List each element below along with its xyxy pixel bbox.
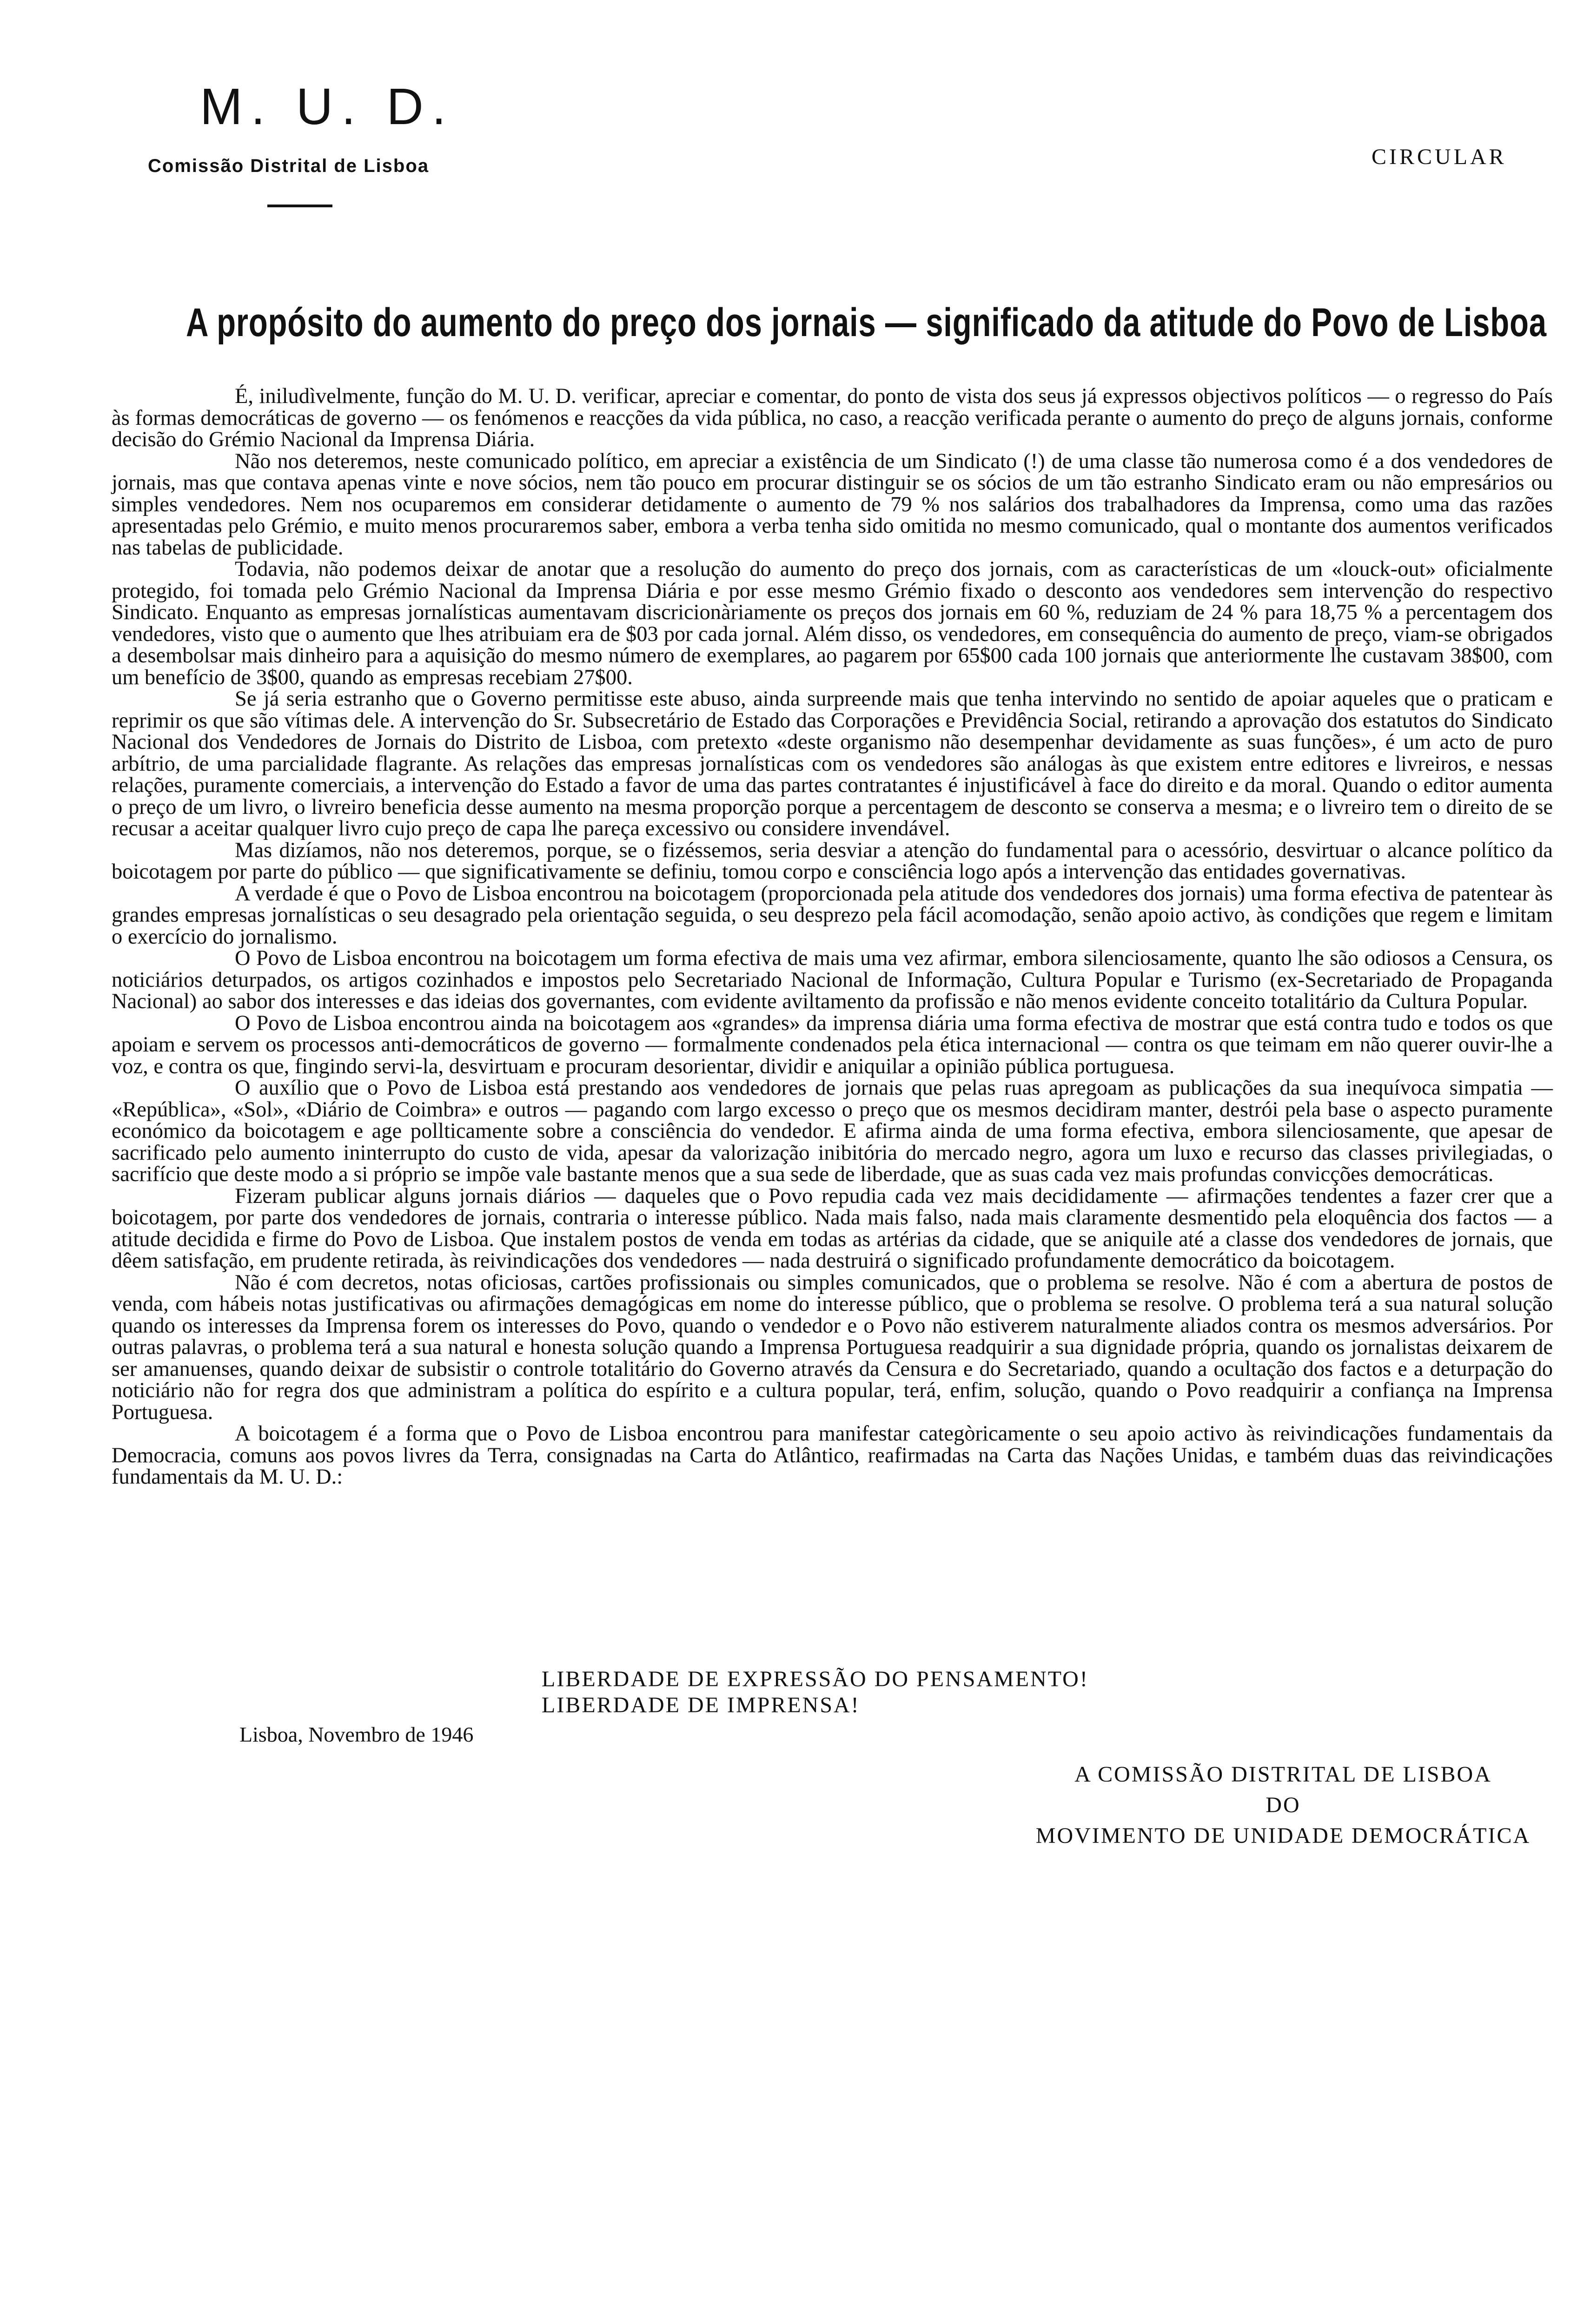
signature-line: MOVIMENTO DE UNIDADE DEMOCRÁTICA [1035,1823,1531,1848]
header-divider [267,205,332,207]
paragraph: Fizeram publicar alguns jornais diários — daqueles que o Povo repudia cada vez mais decididamente — afirmações tendentes a fazer crer que a boicotagem, por parte dos vendedores de jornais, contraria o interesse público. Nada mais falso, nada mais claramente desmentido pela eloquência dos factos — a atitude decidida e firme do Povo de Lisboa. Que instalem postos de venda em todas as artérias da cidade, que se aniquile até a classe dos vendedores de jornais, que dêem satisfação, em prudente retirada, às reivindicações dos vendedores — nada destruirá o significado profundamente democrático da boicotagem. [112,1184,1553,1273]
paragraph: O Povo de Lisboa encontrou na boicotagem um forma efectiva de mais uma vez afirmar, embora silenciosamente, quanto lhe são odiosos a Censura, os noticiários deturpados, os artigos cozinhados e impostos pelo Secretariado Nacional de Informação, Cultura Popular e Turismo (ex-Secretariado de Propaganda Nacional) ao sabor dos interesses e das ideias dos governantes, com evidente aviltamento da profissão e não menos evidente conceito totalitário da Cultura Popular. [112,946,1553,1013]
slogan: LIBERDADE DE IMPRENSA! [542,1693,860,1717]
place-date: Lisboa, Novembro de 1946 [239,1723,474,1746]
signature-line: DO [1266,1793,1301,1817]
paragraph: O Povo de Lisboa encontrou ainda na boicotagem aos «grandes» da imprensa diária uma forma efectiva de mostrar que está contra tudo e todos os que apoiam e servem os processos anti-democráticos de governo — formalmente condenados pela ética internacional — contra os que teimam em não querer ouvir-lhe a voz, e contra os que, fingindo servi-la, desvirtuam e procuram desorientar, dividir e aniquilar a opinião pública portuguesa. [112,1011,1553,1078]
paragraph: Todavia, não podemos deixar de anotar que a resolução do aumento do preço dos jornais, com as características de um «louck-out» oficialmente protegido, foi tomada pelo Grémio Nacional da Imprensa Diária e por esse mesmo Grémio fixado o desconto aos vendedores sem intervenção do respectivo Sindicato. Enquanto as empresas jornalísticas aumentavam discricionàriamente os preços dos jornais em 60 %, reduziam de 24 % para 18,75 % a percentagem dos vendedores, visto que o aumento que lhes atribuiam era de $03 por cada jornal. Além disso, os vendedores, em consequência do aumento de preço, viam-se obrigados a desembolsar mais dinheiro para a aquisição do mesmo número de exemplares, ao pagarem por 65$00 cada 100 jornais que anteriormente lhe custavam 38$00, com um benefício de 3$00, quando as empresas recebiam 27$00. [112,557,1553,689]
slogans [542,1666,1089,1718]
paragraph: Não nos deteremos, neste comunicado político, em apreciar a existência de um Sindicato (!) de uma classe tão numerosa como é a dos vendedores de jornais, mas que contava apenas vinte e nove sócios, nem tão pouco em procurar distinguir se os sócios de um tão estranho Sindicato eram ou não empresários ou simples vendedores. Nem nos ocuparemos em considerar detidamente o aumento de 79 % nos salários dos trabalhadores da Imprensa, como uma das razões apresentadas pelo Grémio, e muito menos procuraremos saber, embora a verba tenha sido omitida no mesmo comunicado, qual o montante dos aumentos verificados nas tabelas de publicidade. [112,449,1553,560]
signature-line: A COMISSÃO DISTRITAL DE LISBOA [1074,1762,1492,1787]
paragraph: Se já seria estranho que o Governo permitisse este abuso, ainda surpreende mais que tenha intervindo no sentido de apoiar aqueles que o praticam e reprimir os que são vítimas dele. A intervenção do Sr. Subsecretário de Estado das Corporações e Previdência Social, retirando a aprovação dos estatutos do Sindicato Nacional dos Vendedores de Jornais do Distrito de Lisboa, com pretexto «deste organismo não desempenhar devidamente as suas funções», é um acto de puro arbítrio, de uma parcialidade flagrante. As relações das empresas jornalísticas com os vendedores são análogas às que existem entre editores e livreiros, e nessas relações, puramente comerciais, a intervenção do Estado a favor de uma das partes contratantes é injustificável à face do direito e da moral. Quando o editor aumenta o preço de um livro, o livreiro beneficia desse aumento na mesma proporção porque a percentagem de desconto se conserva a mesma; e o livreiro tem o direito de se recusar a aceitar qualquer livro cujo preço de capa lhe pareça excessivo ou considere invendável. [112,687,1553,840]
headline: A propósito do aumento do preço dos jornais — significado da atitude do Povo de Lisboa [186,300,1547,345]
body-text [112,386,1553,1488]
paragraph: Mas dizíamos, não nos deteremos, porque, se o fizéssemos, seria desviar a atenção do fundamental para o acessório, desvirtuar o alcance político da boicotagem por parte do público — que significativamente se definiu, tomou corpo e consciência logo após a intervenção das entidades governativas. [112,838,1553,884]
document-type-label: CIRCULAR [1372,145,1507,169]
signature-block [1011,1759,1555,1851]
paragraph: O auxílio que o Povo de Lisboa está prestando aos vendedores de jornais que pelas ruas apregoam as publicações da sua inequívoca simpatia — «República», «Sol», «Diário de Coimbra» e outros — pagando com largo excesso o preço que os mesmos decidiram manter, destrói pela base o aspecto puramente económico da boicotagem e age pollticamente sobre a consciência do vendedor. E afirma ainda de uma forma efectiva, embora silenciosamente, que apesar de sacrificado pelo aumento ininterrupto do custo de vida, apesar da valorização inibitória do mercado negro, agora um luxo e recurso das classes privilegiadas, o sacrifício que deste modo a si próprio se impõe vale bastante menos que a sua sede de liberdade, que as suas cada vez mais profundas convicções democráticas. [112,1076,1553,1186]
paragraph: Não é com decretos, notas oficiosas, cartões profissionais ou simples comunicados, que o problema se resolve. Não é com a abertura de postos de venda, com hábeis notas justificativas ou afirmações demagógicas em nome do interesse público, que o problema se resolve. O problema terá a sua natural solução quando os interesses da Imprensa forem os interesses do Povo, quando o vendedor e o Povo não estiverem naturalmente aliados contra os mesmos adversários. Por outras palavras, o problema terá a sua natural e honesta solução quando a Imprensa Portuguesa readquirir a sua dignidade própria, quando os jornalistas deixarem de ser amanuenses, quando deixar de subsistir o controle totalitário do Governo através da Censura e do Secretariado, quando a ocultação dos factos e a deturpação do noticiário não for regra dos que administram a política do espírito e a cultura popular, terá, enfim, solução, quando o Povo readquirir a confiança na Imprensa Portuguesa. [112,1270,1553,1424]
paragraph: A verdade é que o Povo de Lisboa encontrou na boicotagem (proporcionada pela atitude dos vendedores dos jornais) uma forma efectiva de patentear às grandes empresas jornalísticas o seu desagrado pela orientação seguida, o seu desprezo pela fácil acomodação, senão apoio activo, às condições que regem e limitam o exercício do jornalismo. [112,881,1553,949]
org-initials: M. U. D. [200,78,455,135]
paragraph: É, iniludìvelmente, função do M. U. D. verificar, apreciar e comentar, do ponto de vista dos seus já expressos objectivos políticos — o regresso do País às formas democráticas de governo — os fenómenos e reacções da vida pública, no caso, a reacção verificada perante o aumento do preço de alguns jornais, conforme decisão do Grémio Nacional da Imprensa Diária. [112,384,1553,451]
paragraph: A boicotagem é a forma que o Povo de Lisboa encontrou para manifestar categòricamente o seu apoio activo às reivindicações fundamentais da Democracia, comuns aos povos livres da Terra, consignadas na Carta do Atlântico, reafirmadas na Carta das Nações Unidas, e também duas das reivindicações fundamentais da M. U. D.: [112,1422,1553,1489]
slogan: LIBERDADE DE EXPRESSÃO DO PENSAMENTO! [542,1667,1089,1691]
org-subtitle: Comissão Distrital de Lisboa [148,156,430,176]
